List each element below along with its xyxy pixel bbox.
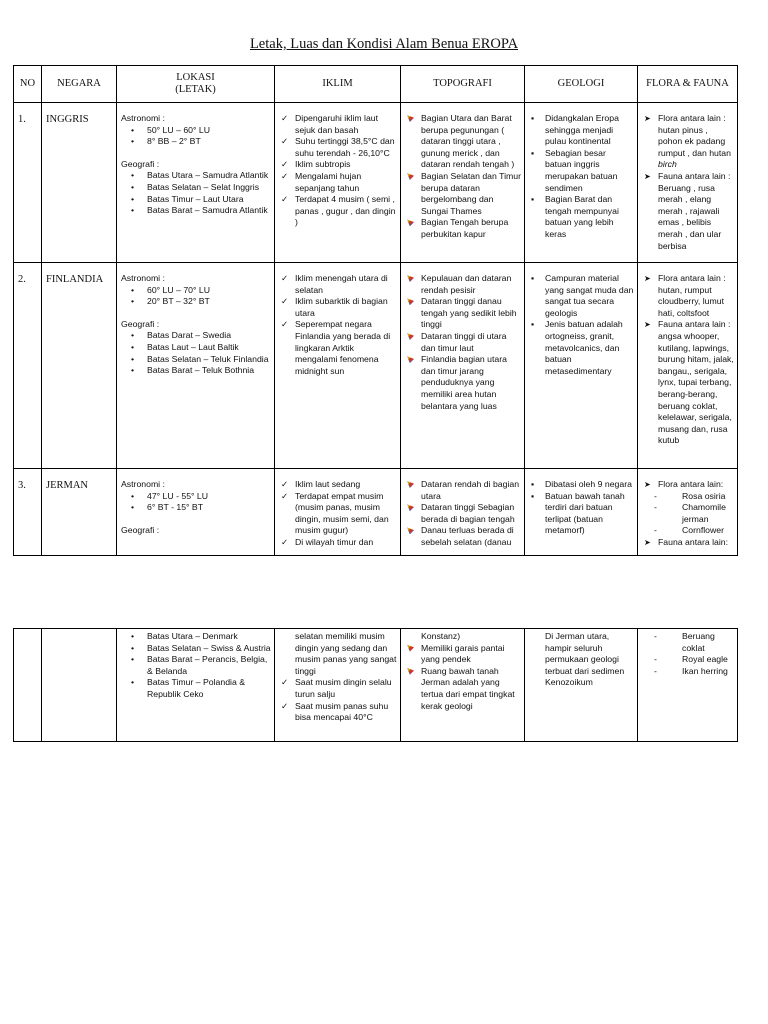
list-item [529,148,634,194]
list-item [529,194,634,240]
country-name: INGGRIS [42,103,117,263]
table-row-inggris [14,103,738,263]
bullet-icon [131,170,143,182]
astronomi-value: 6° BT - 15° BT [147,502,204,513]
iklim-cell [275,263,401,469]
bullet-icon [131,631,143,643]
list-item [405,113,521,171]
square-bullet-icon [531,319,543,331]
bullet-icon [131,654,143,666]
list-item [279,631,397,677]
iklim-value: Saat musim panas suhu bisa mencapai 40°C [295,700,389,723]
arrow-bullet-icon [644,171,656,183]
geologi-cell [525,469,638,556]
list-item [405,217,521,240]
astronomi-value: 60° LU – 70° LU [147,284,210,295]
list-item [121,502,271,514]
fauna-value: Ikan herring [682,665,728,676]
flora-fauna-cell [638,629,738,742]
geologi-value: Dibatasi oleh 9 negara [545,479,632,489]
list-item [642,666,734,678]
list-item [121,285,271,297]
topografi-value: Bagian Utara dan Barat berupa pegunungan ( dataran tinggi utara , gunung merick , dan dataran rendah tengah ) [421,113,515,170]
flora-fauna-cell [638,469,738,556]
arrow-bullet-icon [644,319,656,331]
geografi-value: Batas Timur – Polandia & Republik Ceko [147,677,246,699]
iklim-cell [275,103,401,263]
list-item [279,159,397,171]
bullet-icon [131,365,143,377]
topografi-value: Dataran tinggi Sebagian berada di bagian tengah [421,502,515,524]
list-item [642,654,734,666]
square-bullet-icon [531,113,543,125]
europe-table-continuation [13,628,738,742]
row-number-empty [14,629,42,742]
arrow-bullet-icon [644,113,656,125]
astronomi-label: Astronomi : [121,479,165,489]
square-bullet-icon [531,479,543,491]
iklim-value: selatan memiliki musim dingin yang sedang dan musim panas yang sangat tinggi [295,631,397,676]
country-name-text: JERMAN [46,480,89,491]
fauna-value: Fauna antara lain : angsa whooper, kutilang, lapwings, burung hitam, jalak, bangau,, serigala, lynx, tupai terbang, berang-berang, beruang coklat, kelelawar, serigala, musang dan, rusa kutub [658,319,734,446]
check-icon [281,537,293,549]
flora-label: Flora antara lain: [658,479,724,489]
check-icon [281,136,293,148]
document-title: Letak, Luas dan Kondisi Alam Benua EROPA [249,36,519,52]
list-item [405,296,521,331]
geografi-label: Geografi : [121,318,160,329]
geologi-value: Di Jerman utara, hampir seluruh permukaan geologi terbuat dari sedimen Kenozoikum [545,631,625,688]
bullet-icon [131,354,143,366]
list-item [642,273,734,319]
list-item [279,319,397,377]
check-icon [281,701,293,713]
list-item [121,296,271,308]
country-name: FINLANDIA [42,263,117,469]
flag-bullet-icon [407,479,419,492]
header-iklim: IKLIM [275,66,401,103]
dash-bullet-icon [654,631,666,643]
topografi-value: Danau terluas berada di sebelah selatan (danau [421,525,514,547]
iklim-value: Saat musim dingin selalu turun salju [295,677,392,699]
list-item [642,479,734,491]
bullet-icon [131,677,143,689]
flag-bullet-icon [407,502,419,515]
geografi-value: Batas Timur – Laut Utara [147,193,244,204]
check-icon [281,479,293,491]
dash-bullet-icon [654,525,666,537]
list-item [121,491,271,503]
list-item [405,643,521,666]
list-item [405,479,521,502]
check-icon [281,677,293,689]
bullet-icon [131,194,143,206]
fauna-value: Fauna antara lain : Beruang , rusa merah , elang merah , rajawali emas , belibis merah , dan ular berbisa [658,170,731,251]
list-item [121,170,271,182]
flag-bullet-icon [407,354,419,367]
iklim-value: Terdapat empat musim (musim panas, musim dingin, musim semi, dan musim gugur) [295,490,389,536]
list-item [121,205,271,217]
topografi-value: Memiliki garais pantai yang pendek [421,642,505,665]
geografi-value: Batas Laut – Laut Baltik [147,341,239,352]
iklim-value: Seperempat negara Finlandia yang berada di lingkaran Arktik mengalami fenomena midnight sun [295,319,391,376]
geografi-label: Geografi : [121,524,160,535]
country-name-empty [42,629,117,742]
check-icon [281,273,293,285]
square-bullet-icon [531,148,543,160]
header-lokasi-line2: (LETAK) [175,84,216,95]
bullet-icon [131,296,143,308]
list-item [642,319,734,447]
list-item [405,354,521,412]
geografi-value: Batas Barat – Samudra Atlantik [147,205,268,216]
header-geologi: GEOLOGI [525,66,638,103]
fauna-value: Beruang coklat [682,631,715,653]
header-flora-fauna: FLORA & FAUNA [638,66,738,103]
topografi-value: Kepulauan dan dataran rendah pesisir [421,273,512,295]
iklim-value: Iklim menengah utara di selatan [295,273,388,295]
dash-bullet-icon [654,491,666,503]
flag-bullet-icon [407,217,419,230]
row-number: 1. [14,103,42,263]
bullet-icon [131,643,143,655]
topografi-cell [401,103,525,263]
list-item [121,194,271,206]
iklim-value: Terdapat 4 musim ( semi , panas , gugur , dan dingin ) [295,194,396,228]
geologi-value: Bagian Barat dan tengah mempunyai batuan yang lebih keras [545,194,619,239]
list-item [279,701,397,724]
bullet-icon [131,502,143,514]
topografi-value: Dataran rendah di bagian utara [421,479,520,501]
table-row-finlandia [14,263,738,469]
iklim-value: Iklim laut sedang [295,479,361,489]
iklim-value: Mengalami hujan sepanjang tahun [295,170,362,193]
flora-fauna-cell [638,263,738,469]
header-lokasi [117,66,275,103]
topografi-value: Finlandia bagian utara dan timur jarang penduduknya yang memiliki area hutan belantara yang luas [421,354,507,411]
geografi-value: Batas Selatan – Swiss & Austria [147,642,271,653]
square-bullet-icon [531,273,543,285]
topografi-value: Dataran tinggi danau tengah yang sedikit lebih tinggi [421,296,517,330]
flora-italic-term: birch [658,159,677,170]
iklim-value: Di wilayah timur dan [295,536,374,547]
flag-bullet-icon [407,666,419,679]
header-topografi: TOPOGRAFI [401,66,525,103]
list-item [529,319,634,377]
square-bullet-icon [531,194,543,206]
geologi-value: Batuan bawah tanah terdiri dari batuan terlipat (batuan metamorf) [545,490,625,536]
list-item [121,330,271,342]
flag-bullet-icon [407,643,419,656]
astronomi-value: 20° BT – 32° BT [147,296,210,307]
flora-value: Flora antara lain : hutan, rumput cloudberry, lumut hati, coltsfoot [658,273,726,318]
geologi-value: Campuran material yang sangat muda dan sangat tua secara geologis [545,273,634,318]
list-item [279,273,397,296]
lokasi-cell [117,629,275,742]
square-bullet-icon [531,491,543,503]
check-icon [281,171,293,183]
check-icon [281,113,293,125]
topografi-value: Ruang bawah tanah Jerman adalah yang tertua dari empat tingkat kerak geologi [421,665,515,711]
flag-bullet-icon [407,113,419,126]
geografi-value: Batas Selatan – Selat Inggris [147,181,260,192]
list-item [121,182,271,194]
header-negara: NEGARA [42,66,117,103]
list-item [279,171,397,194]
row-number: 2. [14,263,42,469]
list-item [121,654,271,677]
geologi-cell [525,103,638,263]
iklim-value: Dipengaruhi iklim laut sejuk dan basah [295,113,379,135]
header-no: NO [14,66,42,103]
flag-bullet-icon [407,296,419,309]
bullet-icon [131,491,143,503]
topografi-value: Dataran tinggi di utara dan timur laut [421,330,507,353]
list-item [642,113,734,171]
geologi-value: Didangkalan Eropa sehingga menjadi pulau kontinental [545,113,619,147]
geografi-value: Batas Barat – Teluk Bothnia [147,365,255,376]
list-item [121,125,271,137]
topografi-value: Bagian Selatan dan Timur berupa dataran bergelombang dan Sungai Thames [421,170,521,216]
bullet-icon [131,125,143,137]
bullet-icon [131,182,143,194]
flora-value: Cornflower [682,525,725,536]
dash-bullet-icon [654,666,666,678]
topografi-value: Bagian Tengah berupa perbukitan kapur [421,217,509,239]
iklim-cell [275,469,401,556]
list-item [121,354,271,366]
list-item [121,365,271,377]
bullet-icon [131,136,143,148]
check-icon [281,491,293,503]
list-item [279,194,397,229]
lokasi-cell [117,469,275,556]
list-item [529,479,634,491]
bullet-icon [131,285,143,297]
list-item [121,631,271,643]
flora-value: Flora antara lain : hutan pinus , pohon ek padang rumput , dan hutan [658,113,731,158]
topografi-cell [401,629,525,742]
list-item [529,273,634,319]
astronomi-label: Astronomi : [121,113,165,123]
list-item [642,525,734,537]
topografi-value: Konstanz) [421,631,461,641]
topografi-cell [401,469,525,556]
flag-bullet-icon [407,331,419,344]
flag-bullet-icon [407,273,419,286]
arrow-bullet-icon [644,537,656,549]
topografi-cell [401,263,525,469]
dash-bullet-icon [654,654,666,666]
iklim-cell [275,629,401,742]
check-icon [281,159,293,171]
list-item [642,491,734,503]
header-lokasi-line1: LOKASI [176,72,215,83]
flora-value: Chamomile jerman [682,502,726,524]
list-item [405,331,521,354]
iklim-value: Suhu tertinggi 38,5°C dan suhu terendah - 26,10°C [295,136,395,158]
list-item [642,537,734,549]
list-item [642,631,734,654]
flag-bullet-icon [407,525,419,538]
row-number [14,469,42,556]
list-item [121,677,271,700]
geografi-value: Batas Barat – Perancis, Belgia, & Belanda [147,654,268,676]
iklim-value: Iklim subarktik di bagian utara [295,296,388,318]
geografi-value: Batas Selatan – Teluk Finlandia [147,353,269,364]
flora-fauna-cell [638,103,738,263]
geografi-value: Batas Utara – Samudra Atlantik [147,170,269,181]
list-item [529,113,634,148]
list-item [642,171,734,252]
arrow-bullet-icon [644,479,656,491]
list-item [279,677,397,700]
table-header-row [14,66,738,103]
list-item [279,537,397,549]
list-item [529,631,634,689]
check-icon [281,194,293,206]
astronomi-value: 50° LU – 60° LU [147,124,210,135]
check-icon [281,296,293,308]
list-item [405,502,521,525]
list-item [121,342,271,354]
list-item [121,643,271,655]
list-item [405,273,521,296]
list-item [121,136,271,148]
geologi-cell [525,629,638,742]
table-row-jerman-continued [14,629,738,742]
astronomi-value: 47° LU - 55° LU [147,490,209,501]
bullet-icon [131,342,143,354]
geologi-value: Sebagian besar batuan inggris merupakan batuan sendimen [545,147,618,193]
bullet-icon [131,205,143,217]
geologi-cell [525,263,638,469]
list-item [279,479,397,491]
bullet-icon [131,330,143,342]
list-item [279,491,397,537]
geografi-label: Geografi : [121,158,160,169]
flora-value: Rosa osiria [682,490,726,501]
geografi-value: Batas Utara – Denmark [147,631,238,641]
iklim-value: Iklim subtropis [295,159,351,170]
geologi-value: Jenis batuan adalah ortogneiss, granit, metavolcanics, dan batuan metasedimentary [545,319,623,376]
list-item [279,136,397,159]
list-item [405,525,521,548]
country-name [42,469,117,556]
list-item [529,491,634,537]
flag-bullet-icon [407,171,419,184]
list-item [279,296,397,319]
europe-table [13,65,738,556]
dash-bullet-icon [654,502,666,514]
arrow-bullet-icon [644,273,656,285]
astronomi-label: Astronomi : [121,273,165,283]
list-item [279,113,397,136]
fauna-label: Fauna antara lain: [658,536,729,547]
fauna-value: Royal eagle [682,654,728,665]
list-item [405,631,521,643]
lokasi-cell [117,263,275,469]
lokasi-cell [117,103,275,263]
geografi-value: Batas Darat – Swedia [147,330,232,341]
astronomi-value: 8° BB – 2° BT [147,136,201,147]
list-item [405,666,521,712]
check-icon [281,319,293,331]
row-number-text: 3. [18,480,26,491]
list-item [642,502,734,525]
table-row-jerman [14,469,738,556]
list-item [405,171,521,217]
